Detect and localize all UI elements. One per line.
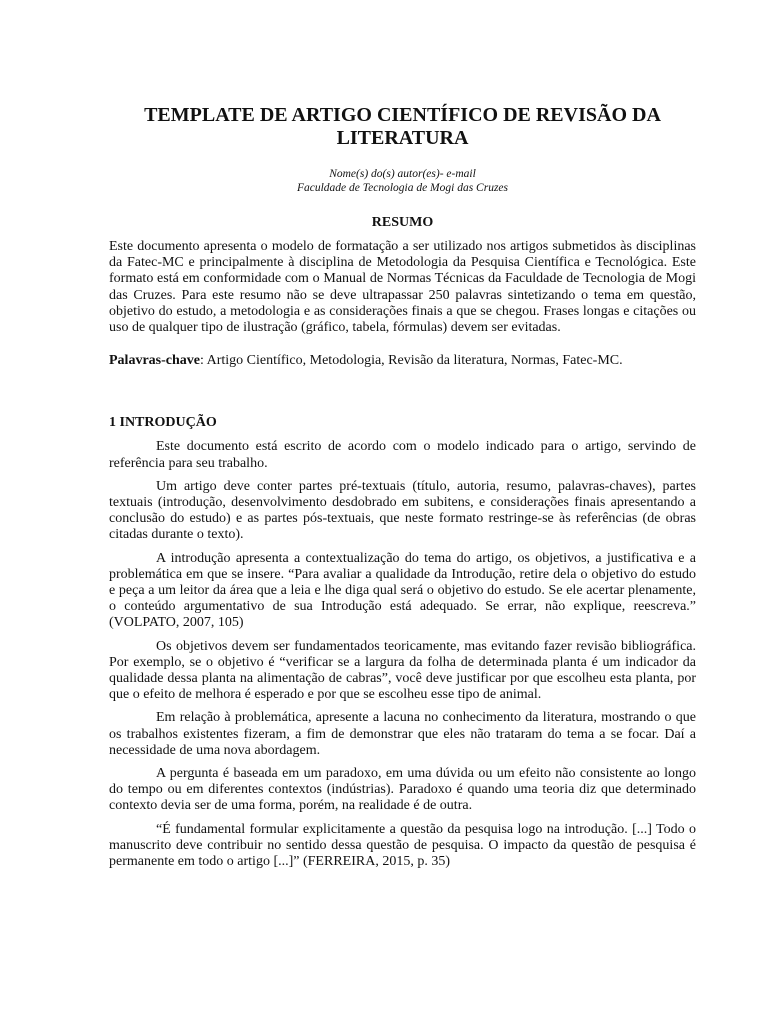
intro-paragraph: A pergunta é baseada em um paradoxo, em uma dúvida ou um efeito não consistente ao longo do tempo ou em diferentes contextos (indústrias). Paradoxo é quando uma teoria diz que determinado contexto devia ser de uma forma, porém, na realidade é de outra. xyxy=(109,766,696,814)
authors-line: Nome(s) do(s) autor(es)- e-mail xyxy=(329,168,476,180)
intro-paragraph: Os objetivos devem ser fundamentados teoricamente, mas evitando fazer revisão bibliográfica. Por exemplo, se o objetivo é “verificar se a largura da folha de determinada planta é um indicador da qualidade dessa planta na alimentação de cabras”, você deve justificar por que escolheu esta planta, por que o efeito de melhora é esperado e por que se escolheu esse tipo de animal. xyxy=(109,638,696,703)
article-title: TEMPLATE DE ARTIGO CIENTÍFICO DE REVISÃO DA LITERATURA xyxy=(144,104,661,149)
intro-paragraph: Um artigo deve conter partes pré-textuais (título, autoria, resumo, palavras-chaves), partes textuais (introdução, desenvolvimento desdobrado em subitens, e considerações finais apresentando a conclusão do estudo) e as partes pós-textuais, que neste formato restringe-se às referências (de obras citadas durante o texto). xyxy=(109,478,696,543)
intro-paragraph: Este documento está escrito de acordo com o modelo indicado para o artigo, servindo de referência para seu trabalho. xyxy=(109,439,696,471)
institution-line: Faculdade de Tecnologia de Mogi das Cruzes xyxy=(296,182,509,194)
section-heading-introduction: 1 INTRODUÇÃO xyxy=(109,415,217,431)
keywords-line xyxy=(109,353,696,369)
intro-paragraph: A introdução apresenta a contextualização do tema do artigo, os objetivos, a justificativa e a problemática em que se insere. “Para avaliar a qualidade da Introdução, retire dela o objetivo do estudo e peça a um leitor da área que a leia e lhe diga qual será o objetivo do estudo. Se ele acertar plenamente, o conteúdo argumentativo de sua Introdução está adequado. Se errar, não explique, reescreva.” (VOLPATO, 2007, 105) xyxy=(109,550,696,631)
intro-quote-paragraph: “É fundamental formular explicitamente a questão da pesquisa logo na introdução. [...] Todo o manuscrito deve contribuir no sentido dessa questão de pesquisa. O impacto da questão de pesquisa é permanente em todo o artigo [...]” (FERREIRA, 2015, p. 35) xyxy=(109,821,696,870)
abstract-text: Este documento apresenta o modelo de formatação a ser utilizado nos artigos submetidos às disciplinas da Fatec-MC e principalmente à disciplina de Metodologia da Pesquisa Científica e Tecnológica. Este formato está em conformidade com o Manual de Normas Técnicas da Faculdade de Tecnologia de Mogi das Cruzes. Para este resumo não se deve ultrapassar 250 palavras sintetizando o tema em questão, objetivo do estudo, a metodologia e as considerações finais a que se chegou. Frases longas e citações ou uso de qualquer tipo de ilustração (gráfico, tabela, fórmulas) devem ser evitadas. xyxy=(109,239,696,336)
abstract-heading: RESUMO xyxy=(371,215,434,230)
keywords-text: : Artigo Científico, Metodologia, Revisão da literatura, Normas, Fatec-MC. xyxy=(199,353,623,369)
intro-paragraph: Em relação à problemática, apresente a lacuna no conhecimento da literatura, mostrando o que os trabalhos existentes fizeram, a fim de demonstrar que eles não trataram do tema a se focar. Daí a necessidade de uma nova abordagem. xyxy=(109,710,696,758)
keywords-label: Palavras-chave xyxy=(109,353,200,369)
